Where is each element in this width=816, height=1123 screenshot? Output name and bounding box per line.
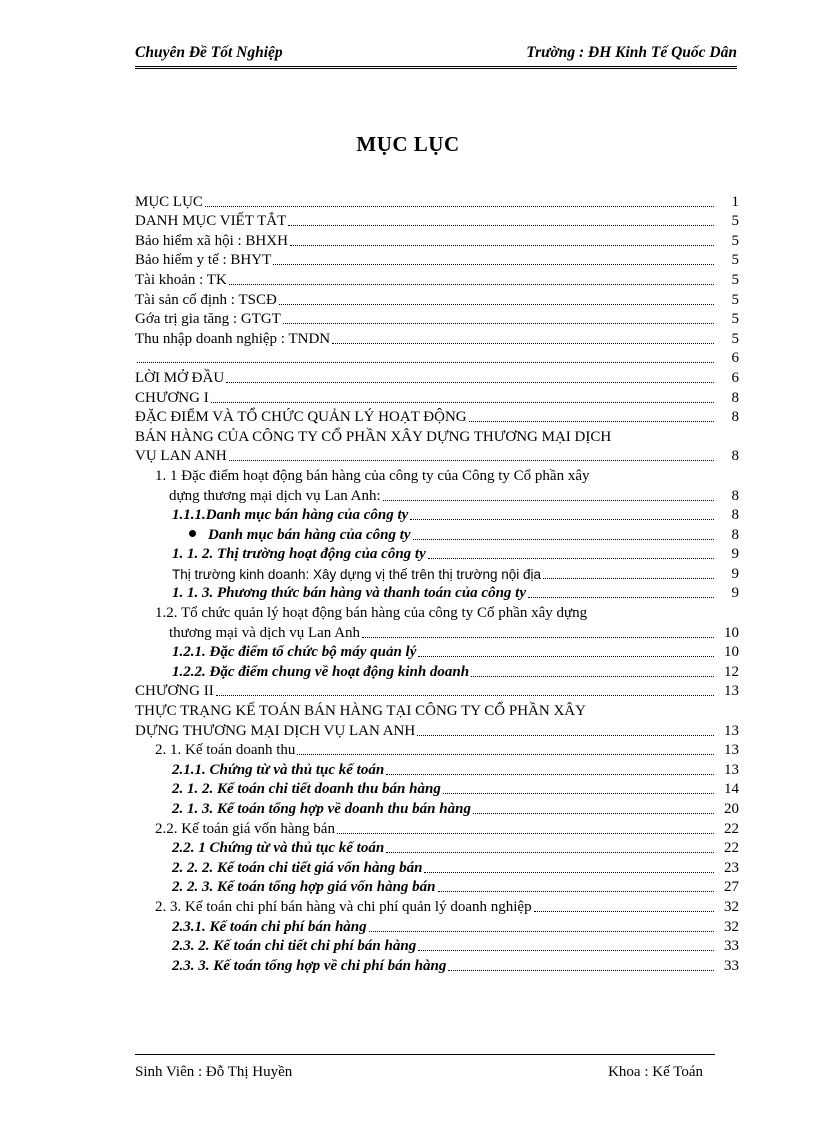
toc-entry-text: MỤC LỤC	[135, 193, 203, 210]
dot-leader	[469, 421, 714, 422]
dot-leader	[279, 304, 714, 305]
toc-entry-text: Bảo hiểm y tế : BHYT	[135, 252, 272, 269]
toc-entry[interactable]	[135, 662, 739, 682]
toc-entry-title	[135, 428, 717, 447]
toc-entry[interactable]	[135, 819, 739, 839]
dot-leader	[386, 852, 714, 853]
toc-entry[interactable]	[135, 682, 739, 702]
toc-page-number: 5	[731, 311, 739, 328]
toc-entry-title	[172, 643, 416, 662]
dot-leader	[473, 813, 714, 814]
toc-entry[interactable]	[135, 349, 739, 369]
toc-page-number: 5	[731, 271, 739, 288]
toc-entry-title	[135, 310, 281, 329]
toc-entry-title	[135, 682, 214, 701]
toc-entry-title	[172, 878, 436, 897]
toc-entry[interactable]	[135, 427, 739, 447]
toc-entry-title	[155, 467, 717, 486]
toc-page-number: 8	[731, 448, 739, 465]
dot-leader	[290, 245, 714, 246]
toc-entry-title	[172, 859, 422, 878]
bullet-icon	[189, 530, 196, 537]
dot-leader	[332, 343, 714, 344]
toc-entry-title	[135, 408, 467, 427]
toc-page-number: 12	[724, 663, 739, 680]
toc-entry[interactable]	[135, 603, 739, 623]
toc-entry[interactable]	[135, 290, 739, 310]
toc-entry-text: DANH MỤC VIẾT TẮT	[135, 213, 287, 230]
toc-entry-text: Bảo hiểm xã hội : BHXH	[135, 232, 288, 249]
toc-entry-title	[169, 624, 360, 643]
dot-leader	[288, 225, 714, 226]
toc-entry-title	[172, 506, 408, 525]
toc-entry-title	[135, 722, 415, 741]
dot-leader	[337, 833, 714, 834]
dot-leader	[205, 206, 714, 207]
dot-leader	[383, 500, 714, 501]
toc-entry[interactable]	[135, 251, 739, 271]
toc-page-number: 13	[724, 722, 739, 739]
toc-entry-title	[135, 271, 227, 290]
toc-entry-title	[135, 447, 227, 466]
toc-entry[interactable]	[135, 192, 739, 212]
toc-page-number: 13	[724, 683, 739, 700]
toc-entry-text: 2. 1. Kế toán doanh thu	[155, 742, 296, 759]
toc-entry-text: VỤ LAN ANH	[135, 448, 227, 465]
toc-entry[interactable]	[135, 545, 739, 565]
toc-entry-title	[172, 918, 367, 937]
toc-entry-title	[172, 839, 384, 858]
toc-page-number: 10	[724, 624, 739, 641]
toc-entry-text: 1. 1 Đặc điểm hoạt động bán hàng của công ty của Công ty Cổ phần xây	[155, 467, 590, 484]
toc-page-number: 9	[731, 565, 739, 582]
toc-entry-text: ĐẶC ĐIỂM VÀ TỔ CHỨC QUẢN LÝ HOẠT ĐỘNG	[135, 409, 467, 426]
toc-entry-text: 2.2. 1 Chứng từ và thủ tục kế toán	[172, 840, 385, 857]
toc-page-number: 8	[731, 389, 739, 406]
toc-entry-title	[172, 584, 526, 603]
toc-page-number: 10	[724, 644, 739, 661]
toc-entry[interactable]	[135, 741, 739, 761]
toc-page-number: 22	[724, 840, 739, 857]
toc-entry-text: 2.3. 3. Kế toán tổng hợp về chi phí bán hàng	[172, 957, 447, 974]
toc-page-number: 27	[724, 879, 739, 896]
toc-entry-text: 2.1.1. Chứng từ và thủ tục kế toán	[172, 761, 385, 778]
toc-entry-text: 1. 1. 3. Phương thức bán hàng và thanh toán của công ty	[172, 585, 527, 602]
dot-leader	[229, 460, 714, 461]
toc-entry-title	[172, 545, 426, 564]
toc-entry[interactable]	[135, 643, 739, 663]
dot-leader	[418, 950, 714, 951]
toc-entry[interactable]	[135, 878, 739, 898]
toc-page-number: 8	[731, 487, 739, 504]
toc-entry-text: Thị trường kinh doanh: Xây dựng vị thế trên thị trường nội địa	[172, 566, 542, 582]
page-title: MỤC LỤC	[356, 132, 460, 156]
dot-leader	[417, 735, 714, 736]
toc-entry-title	[155, 898, 532, 917]
toc-entry-text: THỰC TRẠNG KẾ TOÁN BÁN HÀNG TẠI CÔNG TY CỔ PHẦN XÂY	[135, 703, 586, 720]
footer-right-text: Khoa : Kế Toán	[608, 1064, 703, 1080]
toc-entry-text: DỰNG THƯƠNG MẠI DỊCH VỤ LAN ANH	[135, 722, 416, 739]
toc-entry-title	[172, 780, 441, 799]
toc-entry[interactable]	[135, 584, 739, 604]
toc-page-number: 5	[731, 330, 739, 347]
toc-page-number: 8	[731, 507, 739, 524]
toc-page-number: 23	[724, 859, 739, 876]
toc-entry-title	[172, 957, 446, 976]
toc-entry[interactable]	[135, 408, 739, 428]
toc-entry-title	[135, 251, 271, 270]
dot-leader	[534, 911, 714, 912]
toc-page-number: 13	[724, 742, 739, 759]
toc-entry[interactable]	[135, 956, 739, 976]
dot-leader	[543, 578, 714, 579]
toc-page-number: 9	[731, 546, 739, 563]
header-left-text: Chuyên Đề Tốt Nghiệp	[135, 44, 283, 61]
toc-entry[interactable]	[135, 721, 739, 741]
toc-page-number: 6	[731, 350, 739, 367]
toc-entry-title	[135, 212, 286, 231]
toc-entry[interactable]	[135, 839, 739, 859]
toc-entry-title	[135, 330, 330, 349]
toc-entry-text: thương mại và dịch vụ Lan Anh	[169, 624, 361, 641]
toc-entry-text: 2.2. Kế toán giá vốn hàng bán	[155, 820, 335, 837]
toc-entry-title	[172, 800, 471, 819]
toc-entry-title	[172, 663, 469, 682]
toc-entry-title	[135, 291, 277, 310]
toc-page-number: 1	[731, 193, 739, 210]
toc-entry[interactable]	[135, 486, 739, 506]
toc-entry-text: 2.3. 2. Kế toán chi tiết chi phí bán hàng	[172, 938, 417, 955]
toc-page-number: 20	[724, 801, 739, 817]
toc-entry[interactable]	[135, 388, 739, 408]
dot-leader	[362, 637, 714, 638]
toc-entry[interactable]	[135, 564, 739, 584]
toc-page-number: 5	[731, 252, 739, 269]
toc-page-number: 14	[724, 781, 739, 798]
toc-entry-title	[135, 193, 203, 212]
toc-entry-text: CHƯƠNG I	[135, 389, 209, 406]
dot-leader	[273, 264, 714, 265]
dot-leader	[226, 382, 714, 383]
toc-page-number: 32	[724, 918, 739, 935]
header-right-text: Trường : ĐH Kinh Tế Quốc Dân	[526, 44, 737, 61]
dot-leader	[418, 656, 714, 657]
dot-leader	[211, 402, 714, 403]
toc-page-number: 33	[724, 938, 739, 955]
toc-entry-text: LỜI MỞ ĐẦU	[135, 369, 225, 386]
toc-page-number: 5	[731, 213, 739, 230]
dot-leader	[410, 519, 714, 520]
toc-entry-text: 2. 2. 2. Kế toán chi tiết giá vốn hàng bán	[172, 859, 423, 876]
toc-entry-title	[169, 487, 381, 506]
toc-entry[interactable]	[135, 506, 739, 526]
toc-entry[interactable]	[135, 760, 739, 780]
toc-entry-text: 1.2.1. Đặc điểm tổ chức bộ máy quản lý	[172, 644, 417, 661]
toc-entry[interactable]	[135, 212, 739, 232]
toc-entry-text: CHƯƠNG II	[135, 683, 214, 700]
toc-entry-text: Thu nhập doanh nghiệp : TNDN	[135, 330, 331, 347]
toc-page-number: 22	[724, 820, 739, 837]
toc-entry-title	[172, 565, 541, 584]
dot-leader	[229, 284, 714, 285]
dot-leader	[528, 597, 714, 598]
dot-leader	[443, 793, 714, 794]
page-header	[135, 44, 737, 69]
toc-entry-text: Gớa trị gia tăng : GTGT	[135, 311, 281, 328]
table-of-contents	[135, 192, 739, 976]
toc-entry[interactable]	[135, 231, 739, 251]
toc-entry[interactable]	[135, 917, 739, 937]
toc-entry[interactable]	[135, 310, 739, 330]
toc-entry[interactable]	[135, 858, 739, 878]
toc-entry-text: Tài khoản : TK	[135, 271, 227, 288]
toc-entry-title	[155, 604, 717, 623]
toc-page-number: 8	[731, 526, 739, 543]
toc-page-number: 8	[731, 409, 739, 426]
toc-page-number: 5	[731, 232, 739, 249]
toc-entry-title	[135, 389, 209, 408]
dot-leader	[448, 970, 714, 971]
toc-entry-title	[135, 702, 717, 721]
toc-entry-text: 1.1.1.Danh mục bán hàng của công ty	[172, 507, 409, 524]
toc-entry-text: Danh mục bán hàng của công ty	[208, 526, 411, 543]
dot-leader	[283, 323, 714, 324]
toc-entry-title	[155, 820, 335, 839]
dot-leader	[297, 754, 714, 755]
toc-entry[interactable]	[135, 799, 739, 819]
toc-entry-text: BÁN HÀNG CỦA CÔNG TY CỔ PHẦN XÂY DỰNG THƯƠNG MẠI DỊCH	[135, 428, 612, 445]
toc-entry[interactable]	[135, 623, 739, 643]
toc-entry[interactable]	[135, 937, 739, 957]
dot-leader	[369, 931, 714, 932]
toc-entry-text: 2.3.1. Kế toán chi phí bán hàng	[172, 918, 367, 935]
toc-entry[interactable]	[135, 270, 739, 290]
toc-entry-title	[189, 526, 411, 545]
toc-page-number: 32	[724, 898, 739, 915]
toc-entry-text: 2. 1. 2. Kế toán chi tiết doanh thu bán hàng	[172, 781, 441, 798]
toc-entry[interactable]	[135, 780, 739, 800]
toc-entry-title	[155, 741, 295, 760]
dot-leader	[471, 676, 714, 677]
toc-page-number: 13	[724, 761, 739, 778]
toc-entry-title	[135, 232, 288, 251]
dot-leader	[137, 362, 714, 363]
toc-entry-text: 2. 2. 3. Kế toán tổng hợp giá vốn hàng bán	[172, 879, 436, 896]
dot-leader	[424, 872, 714, 873]
toc-entry-text: 2. 1. 3. Kế toán tổng hợp về doanh thu bán hàng	[172, 801, 471, 817]
toc-entry[interactable]	[135, 525, 739, 545]
toc-entry-text: 2. 3. Kế toán chi phí bán hàng và chi phí quản lý doanh nghiệp	[155, 898, 532, 915]
toc-entry[interactable]	[135, 368, 739, 388]
dot-leader	[438, 891, 714, 892]
toc-entry-text: 1.2.2. Đặc điểm chung về hoạt động kinh doanh	[172, 663, 470, 680]
toc-entry[interactable]	[135, 701, 739, 721]
toc-entry-title	[172, 937, 416, 956]
dot-leader	[413, 539, 714, 540]
footer-left-text: Sinh Viên : Đỗ Thị Huyền	[135, 1064, 293, 1080]
toc-page-number: 33	[724, 957, 739, 974]
toc-entry[interactable]	[135, 447, 739, 467]
toc-entry-text: 1.2. Tổ chức quản lý hoạt động bán hàng của công ty Cổ phần xây dựng	[155, 605, 588, 622]
dot-leader	[428, 558, 714, 559]
toc-entry-text: Tài sản cố định : TSCĐ	[135, 291, 277, 308]
toc-entry[interactable]	[135, 897, 739, 917]
dot-leader	[386, 774, 714, 775]
toc-entry[interactable]	[135, 329, 739, 349]
toc-page-number: 9	[731, 585, 739, 602]
toc-page-number: 5	[731, 291, 739, 308]
toc-entry-title	[135, 369, 224, 388]
toc-entry-title	[172, 761, 384, 780]
toc-entry-text: dựng thương mại dịch vụ Lan Anh:	[169, 487, 381, 504]
toc-page-number: 6	[731, 369, 739, 386]
toc-entry-text: 1. 1. 2. Thị trường hoạt động của công ty	[172, 546, 426, 563]
toc-entry[interactable]	[135, 466, 739, 486]
page-footer	[135, 1054, 715, 1080]
dot-leader	[216, 695, 714, 696]
